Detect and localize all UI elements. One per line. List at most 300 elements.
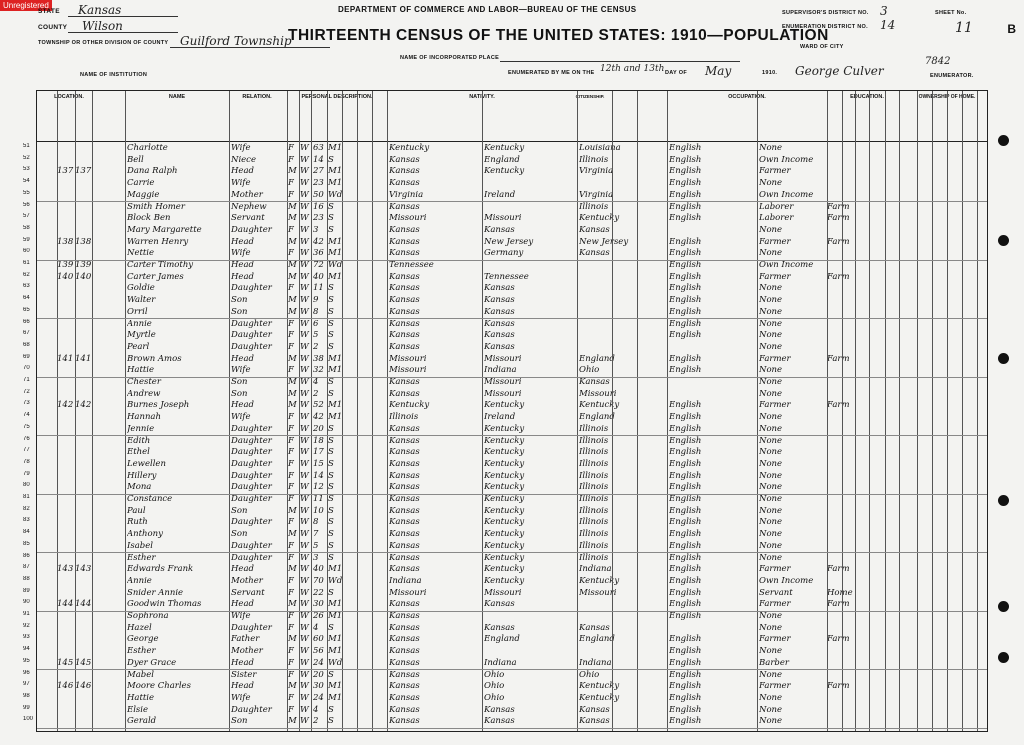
- birthplace: Kansas: [389, 458, 420, 469]
- relation: Daughter: [231, 330, 272, 341]
- column-divider: [855, 91, 856, 731]
- age: 24: [313, 692, 324, 703]
- person-name: Hazel: [127, 622, 152, 633]
- column-divider: [75, 91, 76, 731]
- sex: F: [288, 494, 294, 504]
- industry: Farm: [827, 400, 850, 411]
- marital-status: S: [328, 318, 334, 329]
- relation: Daughter: [231, 622, 272, 633]
- relation: Wife: [231, 365, 251, 376]
- father-birthplace: Kentucky: [484, 505, 525, 516]
- year-value: 1910.: [762, 70, 778, 76]
- father-birthplace: Tennessee: [484, 271, 529, 282]
- age: 3: [313, 224, 319, 235]
- language: English: [669, 517, 702, 528]
- marital-status: M1: [328, 692, 342, 703]
- row-divider: [37, 318, 987, 319]
- mother-birthplace: Kansas: [579, 716, 610, 727]
- father-birthplace: New Jersey: [484, 236, 534, 247]
- language: English: [669, 447, 702, 458]
- mother-birthplace: England: [579, 412, 615, 423]
- age: 50: [313, 189, 324, 200]
- mother-birthplace: Kansas: [579, 377, 610, 387]
- table-row: [23, 517, 987, 528]
- age: 23: [313, 213, 324, 224]
- relation: Wife: [231, 692, 251, 703]
- relation: Son: [231, 377, 248, 387]
- relation: Mother: [231, 189, 263, 200]
- line-number: 72: [23, 388, 30, 395]
- person-name: Anthony: [127, 529, 163, 540]
- mother-birthplace: Kentucky: [579, 575, 620, 586]
- race: W: [300, 611, 309, 621]
- sex: M: [288, 271, 297, 282]
- line-number: 89: [23, 587, 30, 594]
- father-birthplace: Kansas: [484, 330, 515, 341]
- table-row: [23, 388, 987, 400]
- line-number: 64: [23, 295, 30, 302]
- race: W: [300, 552, 309, 563]
- relation: Head: [231, 599, 254, 610]
- marital-status: S: [328, 435, 334, 446]
- table-row: [23, 704, 987, 716]
- marital-status: S: [328, 306, 334, 317]
- sex: F: [288, 517, 294, 528]
- person-name: Dyer Grace: [127, 657, 177, 668]
- section-nativity: NATIVITY.: [469, 94, 495, 100]
- father-birthplace: Missouri: [484, 353, 522, 364]
- occupation-trade: None: [759, 552, 783, 563]
- relation: Head: [231, 260, 254, 270]
- marital-status: S: [328, 716, 334, 727]
- person-name: Isabel: [127, 540, 153, 551]
- occupation-trade: None: [759, 341, 783, 352]
- relation: Wife: [231, 248, 251, 259]
- section-name: NAME: [168, 94, 186, 100]
- birthplace: Kansas: [389, 248, 420, 259]
- table-row: [23, 564, 987, 575]
- relation: Wife: [231, 143, 251, 153]
- sex: M: [288, 295, 297, 306]
- race: W: [300, 716, 309, 727]
- line-number: 65: [23, 306, 30, 313]
- father-birthplace: Kansas: [484, 283, 515, 294]
- mother-birthplace: Indiana: [579, 657, 612, 668]
- race: W: [300, 178, 309, 189]
- occupation-trade: Farmer: [759, 353, 791, 364]
- father-birthplace: Ohio: [484, 669, 505, 680]
- dwelling-number: 146: [57, 681, 74, 692]
- language: English: [669, 260, 702, 270]
- line-number: 60: [23, 248, 30, 255]
- relation: Daughter: [231, 447, 272, 458]
- person-name: Hannah: [127, 412, 161, 423]
- unregistered-badge: Unregistered: [0, 0, 52, 11]
- table-row: [23, 458, 987, 470]
- mother-birthplace: Missouri: [579, 587, 617, 598]
- enumeration-no: 14: [880, 18, 896, 32]
- sex: M: [288, 236, 297, 247]
- language: English: [669, 318, 702, 329]
- occupation-trade: Laborer: [759, 201, 794, 212]
- line-number: 99: [23, 704, 30, 711]
- relation: Daughter: [231, 494, 272, 504]
- marital-status: M1: [328, 400, 342, 411]
- father-birthplace: Kentucky: [484, 470, 525, 481]
- race: W: [300, 377, 309, 387]
- occupation-trade: Farmer: [759, 400, 791, 411]
- birthplace: Missouri: [389, 365, 427, 376]
- language: English: [669, 529, 702, 540]
- occupation-trade: None: [759, 692, 783, 703]
- industry: Farm: [827, 681, 850, 692]
- table-row: [23, 295, 987, 306]
- marital-status: M1: [328, 236, 342, 247]
- birthplace: Kansas: [389, 295, 420, 306]
- relation: Daughter: [231, 552, 272, 563]
- language: English: [669, 412, 702, 423]
- occupation-trade: None: [759, 622, 783, 633]
- birthplace: Kansas: [389, 634, 420, 645]
- marital-status: S: [328, 224, 334, 235]
- father-birthplace: Missouri: [484, 587, 522, 598]
- birthplace: Kansas: [389, 201, 420, 212]
- language: English: [669, 248, 702, 259]
- age: 27: [313, 166, 324, 177]
- race: W: [300, 423, 309, 434]
- sex: F: [288, 365, 294, 376]
- person-name: Hattie: [127, 692, 155, 703]
- industry: Farm: [827, 634, 850, 645]
- table-row: [23, 154, 987, 166]
- column-divider: [869, 91, 870, 731]
- age: 7: [313, 529, 319, 540]
- table-row: [23, 341, 987, 353]
- language: English: [669, 692, 702, 703]
- occupation-trade: Farmer: [759, 634, 791, 645]
- occupation-trade: Own Income: [759, 154, 814, 165]
- table-row: [23, 224, 987, 236]
- mother-birthplace: Illinois: [579, 447, 609, 458]
- birthplace: Kansas: [389, 178, 420, 189]
- line-number: 70: [23, 365, 30, 372]
- line-number: 59: [23, 236, 30, 243]
- table-row: [23, 611, 987, 622]
- person-name: Moore Charles: [127, 681, 191, 692]
- language: English: [669, 400, 702, 411]
- sex: F: [288, 435, 294, 446]
- father-birthplace: Ireland: [484, 412, 516, 423]
- row-divider: [37, 377, 987, 378]
- person-name: Paul: [127, 505, 146, 516]
- occupation-trade: Own Income: [759, 575, 814, 586]
- sex: M: [288, 400, 297, 411]
- mother-birthplace: Illinois: [579, 458, 609, 469]
- birthplace: Kansas: [389, 552, 420, 563]
- line-number: 55: [23, 189, 30, 196]
- table-row: [23, 377, 987, 388]
- language: English: [669, 295, 702, 306]
- birthplace: Kansas: [389, 423, 420, 434]
- mother-birthplace: Kansas: [579, 224, 610, 235]
- relation: Daughter: [231, 458, 272, 469]
- occupation-trade: None: [759, 482, 783, 493]
- person-name: Edwards Frank: [127, 564, 194, 575]
- father-birthplace: Kentucky: [484, 529, 525, 540]
- institution-label: NAME OF INSTITUTION: [80, 72, 148, 78]
- relation: Son: [231, 529, 248, 540]
- age: 6: [313, 318, 319, 329]
- age: 8: [313, 306, 319, 317]
- person-name: Brown Amos: [127, 353, 182, 364]
- father-birthplace: Kentucky: [484, 435, 525, 446]
- age: 17: [313, 447, 324, 458]
- person-name: Carrie: [127, 178, 155, 189]
- sex: F: [288, 283, 294, 294]
- mother-birthplace: Kansas: [579, 622, 610, 633]
- table-row: [23, 470, 987, 482]
- age: 20: [313, 423, 324, 434]
- marital-status: Wd: [328, 189, 342, 200]
- table-row: [23, 634, 987, 645]
- race: W: [300, 271, 309, 282]
- age: 42: [313, 236, 324, 247]
- table-row: [23, 353, 987, 365]
- race: W: [300, 201, 309, 212]
- birthplace: Kansas: [389, 494, 420, 504]
- occupation-trade: None: [759, 704, 783, 715]
- language: English: [669, 330, 702, 341]
- father-birthplace: Kentucky: [484, 143, 525, 153]
- line-number: 90: [23, 599, 30, 606]
- occupation-trade: None: [759, 318, 783, 329]
- table-row: [23, 178, 987, 189]
- occupation-trade: Own Income: [759, 260, 814, 270]
- birthplace: Kansas: [389, 447, 420, 458]
- relation: Head: [231, 271, 254, 282]
- race: W: [300, 634, 309, 645]
- language: English: [669, 365, 702, 376]
- language: English: [669, 482, 702, 493]
- language: English: [669, 458, 702, 469]
- age: 5: [313, 540, 319, 551]
- family-number: 146: [75, 681, 92, 692]
- sex: F: [288, 622, 294, 633]
- marital-status: S: [328, 213, 334, 224]
- column-divider: [827, 91, 828, 731]
- age: 40: [313, 271, 324, 282]
- line-number: 73: [23, 400, 30, 407]
- column-divider: [229, 91, 230, 731]
- father-birthplace: Kansas: [484, 295, 515, 306]
- line-number: 68: [23, 341, 30, 348]
- line-number: 83: [23, 517, 30, 524]
- occupation-trade: None: [759, 669, 783, 680]
- birthplace: Kansas: [389, 435, 420, 446]
- age: 4: [313, 622, 319, 633]
- table-row: [23, 716, 987, 727]
- dwelling-number: 143: [57, 564, 74, 575]
- father-birthplace: Kentucky: [484, 540, 525, 551]
- sex: F: [288, 178, 294, 189]
- age: 36: [313, 248, 324, 259]
- occupation-trade: None: [759, 330, 783, 341]
- person-name: Annie: [127, 318, 152, 329]
- language: English: [669, 271, 702, 282]
- birthplace: Kansas: [389, 283, 420, 294]
- language: English: [669, 599, 702, 610]
- sex: F: [288, 189, 294, 200]
- father-birthplace: England: [484, 154, 520, 165]
- mother-birthplace: Virginia: [579, 189, 614, 200]
- line-number: 53: [23, 166, 30, 173]
- occupation-trade: None: [759, 458, 783, 469]
- relation: Niece: [231, 154, 256, 165]
- column-divider: [757, 91, 758, 731]
- line-number: 94: [23, 646, 30, 653]
- person-name: Orril: [127, 306, 148, 317]
- relation: Son: [231, 505, 248, 516]
- birthplace: Missouri: [389, 213, 427, 224]
- mother-birthplace: Louisiana: [579, 143, 621, 153]
- person-name: Pearl: [127, 341, 150, 352]
- enumerated-day: 12th and 13th: [600, 64, 665, 74]
- marital-status: S: [328, 423, 334, 434]
- sex: F: [288, 248, 294, 259]
- age: 4: [313, 377, 319, 387]
- birthplace: Kansas: [389, 540, 420, 551]
- table-row: [23, 435, 987, 447]
- sex: M: [288, 353, 297, 364]
- person-name: Chester: [127, 377, 161, 387]
- person-name: Hillery: [127, 470, 157, 481]
- sex: F: [288, 575, 294, 586]
- table-row: [23, 236, 987, 248]
- dwelling-number: 142: [57, 400, 74, 411]
- sex: M: [288, 529, 297, 540]
- birthplace: Kansas: [389, 271, 420, 282]
- relation: Wife: [231, 611, 251, 621]
- language: English: [669, 201, 702, 212]
- race: W: [300, 166, 309, 177]
- table-row: [23, 260, 987, 271]
- binder-hole: [998, 135, 1009, 146]
- person-name: Charlotte: [127, 143, 168, 153]
- dwelling-number: 144: [57, 599, 74, 610]
- marital-status: M1: [328, 271, 342, 282]
- age: 14: [313, 154, 324, 165]
- marital-status: Wd: [328, 260, 342, 270]
- line-number: 51: [23, 143, 30, 149]
- marital-status: S: [328, 330, 334, 341]
- column-divider: [842, 91, 843, 731]
- column-divider: [299, 91, 300, 731]
- column-divider: [57, 91, 58, 731]
- age: 72: [313, 260, 324, 270]
- occupation-trade: None: [759, 143, 783, 153]
- sex: F: [288, 657, 294, 668]
- supervisor-label: SUPERVISOR'S DISTRICT NO.: [782, 10, 869, 16]
- age: 52: [313, 400, 324, 411]
- person-name: Burnes Joseph: [127, 400, 190, 411]
- occupation-trade: None: [759, 224, 783, 235]
- occupation-trade: None: [759, 540, 783, 551]
- dwelling-number: 140: [57, 271, 74, 282]
- person-name: George: [127, 634, 159, 645]
- father-birthplace: Kentucky: [484, 575, 525, 586]
- birthplace: Kansas: [389, 611, 420, 621]
- race: W: [300, 260, 309, 270]
- age: 10: [313, 505, 324, 516]
- relation: Mother: [231, 575, 263, 586]
- table-row: [23, 505, 987, 517]
- line-number: 76: [23, 435, 30, 442]
- line-number: 52: [23, 154, 30, 161]
- family-number: 143: [75, 564, 92, 575]
- sex: M: [288, 260, 297, 270]
- mother-birthplace: Ohio: [579, 365, 600, 376]
- birthplace: Missouri: [389, 587, 427, 598]
- line-number: 81: [23, 494, 30, 500]
- relation: Son: [231, 716, 248, 727]
- sex: F: [288, 341, 294, 352]
- line-number: 95: [23, 657, 30, 664]
- mother-birthplace: Illinois: [579, 552, 609, 563]
- mother-birthplace: Kentucky: [579, 213, 620, 224]
- age: 42: [313, 412, 324, 423]
- township-label: TOWNSHIP OR OTHER DIVISION OF COUNTY: [38, 40, 169, 46]
- birthplace: Kansas: [389, 482, 420, 493]
- father-birthplace: Kentucky: [484, 458, 525, 469]
- relation: Wife: [231, 412, 251, 423]
- column-divider: [372, 91, 373, 731]
- line-number: 82: [23, 505, 30, 512]
- birthplace: Kansas: [389, 306, 420, 317]
- dwelling-number: 141: [57, 353, 74, 364]
- age: 8: [313, 517, 319, 528]
- relation: Nephew: [231, 201, 267, 212]
- race: W: [300, 470, 309, 481]
- relation: Son: [231, 306, 248, 317]
- row-divider: [37, 669, 987, 670]
- language: English: [669, 669, 702, 680]
- marital-status: S: [328, 377, 334, 387]
- person-name: Esther: [127, 552, 156, 563]
- age: 23: [313, 178, 324, 189]
- census-table: [23, 90, 988, 732]
- section-location: LOCATION.: [54, 94, 84, 100]
- race: W: [300, 575, 309, 586]
- language: English: [669, 704, 702, 715]
- column-divider: [667, 91, 668, 731]
- race: W: [300, 435, 309, 446]
- person-name: Hattie: [127, 365, 155, 376]
- age: 26: [313, 611, 324, 621]
- mother-birthplace: Kentucky: [579, 400, 620, 411]
- language: English: [669, 154, 702, 165]
- sheet-no: 11: [955, 20, 973, 36]
- father-birthplace: Kentucky: [484, 166, 525, 177]
- relation: Father: [231, 634, 260, 645]
- person-name: Snider Annie: [127, 587, 184, 598]
- marital-status: M1: [328, 248, 342, 259]
- table-row: [23, 494, 987, 505]
- occupation-trade: None: [759, 447, 783, 458]
- relation: Daughter: [231, 318, 272, 329]
- column-divider: [125, 91, 126, 731]
- mother-birthplace: England: [579, 634, 615, 645]
- family-number: 145: [75, 657, 92, 668]
